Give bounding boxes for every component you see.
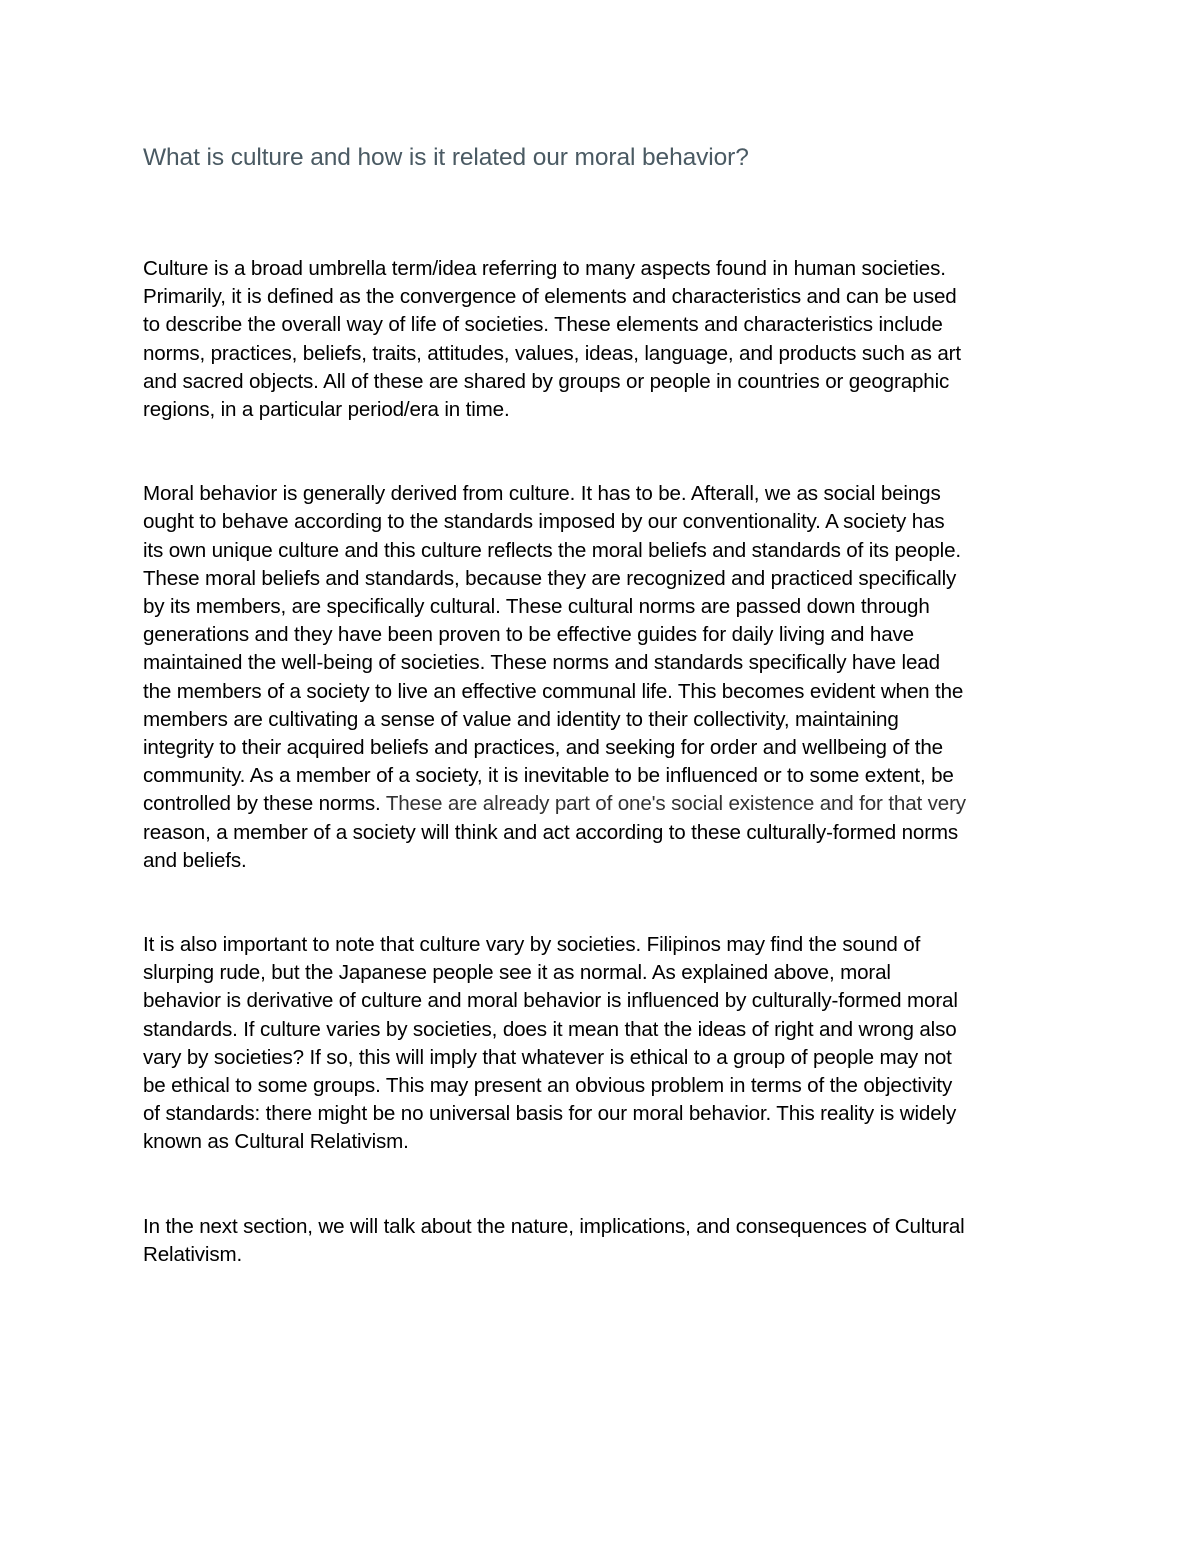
text-line: vary by societies? If so, this will imply that whatever is ethical to a group of people may not bbox=[143, 1045, 952, 1069]
text-line: community. As a member of a society, it is inevitable to be influenced or to some extent, be bbox=[143, 764, 954, 788]
text-line: These moral beliefs and standards, because they are recognized and practiced specifically bbox=[143, 566, 957, 590]
text-line: In the next section, we will talk about the nature, implications, and consequences of Cultural bbox=[143, 1214, 965, 1238]
text-line: and beliefs. bbox=[143, 848, 247, 872]
paragraph-cultural-variation bbox=[143, 931, 1073, 1157]
text-line: Culture is a broad umbrella term/idea referring to many aspects found in human societies. bbox=[143, 257, 946, 280]
text-line: Moral behavior is generally derived from culture. It has to be. Afterall, we as social beings bbox=[143, 482, 941, 506]
text-line: and sacred objects. All of these are shared by groups or people in countries or geographic bbox=[143, 369, 950, 393]
text-segment-light: These are already part of one's social existence and for that very bbox=[385, 792, 966, 816]
text-line: known as Cultural Relativism. bbox=[143, 1130, 409, 1154]
text-line: be ethical to some groups. This may present an obvious problem in terms of the objectivity bbox=[143, 1074, 953, 1098]
text-line: ought to behave according to the standards imposed by our conventionality. A society has bbox=[143, 510, 945, 534]
document-body bbox=[143, 140, 1073, 1269]
text-line: standards. If culture varies by societies, does it mean that the ideas of right and wrong also bbox=[143, 1017, 957, 1041]
text-line: norms, practices, beliefs, traits, attitudes, values, ideas, language, and products such as art bbox=[143, 341, 961, 365]
paragraph-culture-definition bbox=[143, 255, 1073, 424]
text-line: Primarily, it is defined as the convergence of elements and characteristics and can be used bbox=[143, 285, 957, 309]
text-line: Relativism. bbox=[143, 1242, 243, 1266]
text-line: integrity to their acquired beliefs and practices, and seeking for order and wellbeing of the bbox=[143, 736, 943, 760]
document-title: What is culture and how is it related our moral behavior? bbox=[143, 144, 749, 171]
text-line-mixed bbox=[143, 790, 1073, 818]
text-line: members are cultivating a sense of value and identity to their collectivity, maintaining bbox=[143, 707, 899, 731]
text-line: slurping rude, but the Japanese people see it as normal. As explained above, moral bbox=[143, 961, 891, 985]
text-line: maintained the well-being of societies. These norms and standards specifically have lead bbox=[143, 651, 940, 675]
text-line: behavior is derivative of culture and moral behavior is influenced by culturally-formed moral bbox=[143, 989, 958, 1013]
text-line: reason, a member of a society will think and act according to these culturally-formed norms bbox=[143, 820, 959, 844]
paragraph-next-section bbox=[143, 1213, 1073, 1269]
text-line: the members of a society to live an effective communal life. This becomes evident when the bbox=[143, 679, 964, 703]
text-line: It is also important to note that culture vary by societies. Filipinos may find the sound of bbox=[143, 933, 921, 957]
text-line: regions, in a particular period/era in time. bbox=[143, 398, 510, 422]
text-line: to describe the overall way of life of societies. These elements and characteristics include bbox=[143, 313, 943, 337]
text-line: of standards: there might be no universal basis for our moral behavior. This reality is widely bbox=[143, 1102, 957, 1126]
text-segment-dark: controlled by these norms. bbox=[143, 792, 386, 816]
text-line: generations and they have been proven to be effective guides for daily living and have bbox=[143, 623, 914, 647]
paragraph-moral-behavior bbox=[143, 480, 1073, 875]
text-line: its own unique culture and this culture reflects the moral beliefs and standards of its people. bbox=[143, 538, 961, 562]
text-line: by its members, are specifically cultural. These cultural norms are passed down through bbox=[143, 595, 930, 619]
